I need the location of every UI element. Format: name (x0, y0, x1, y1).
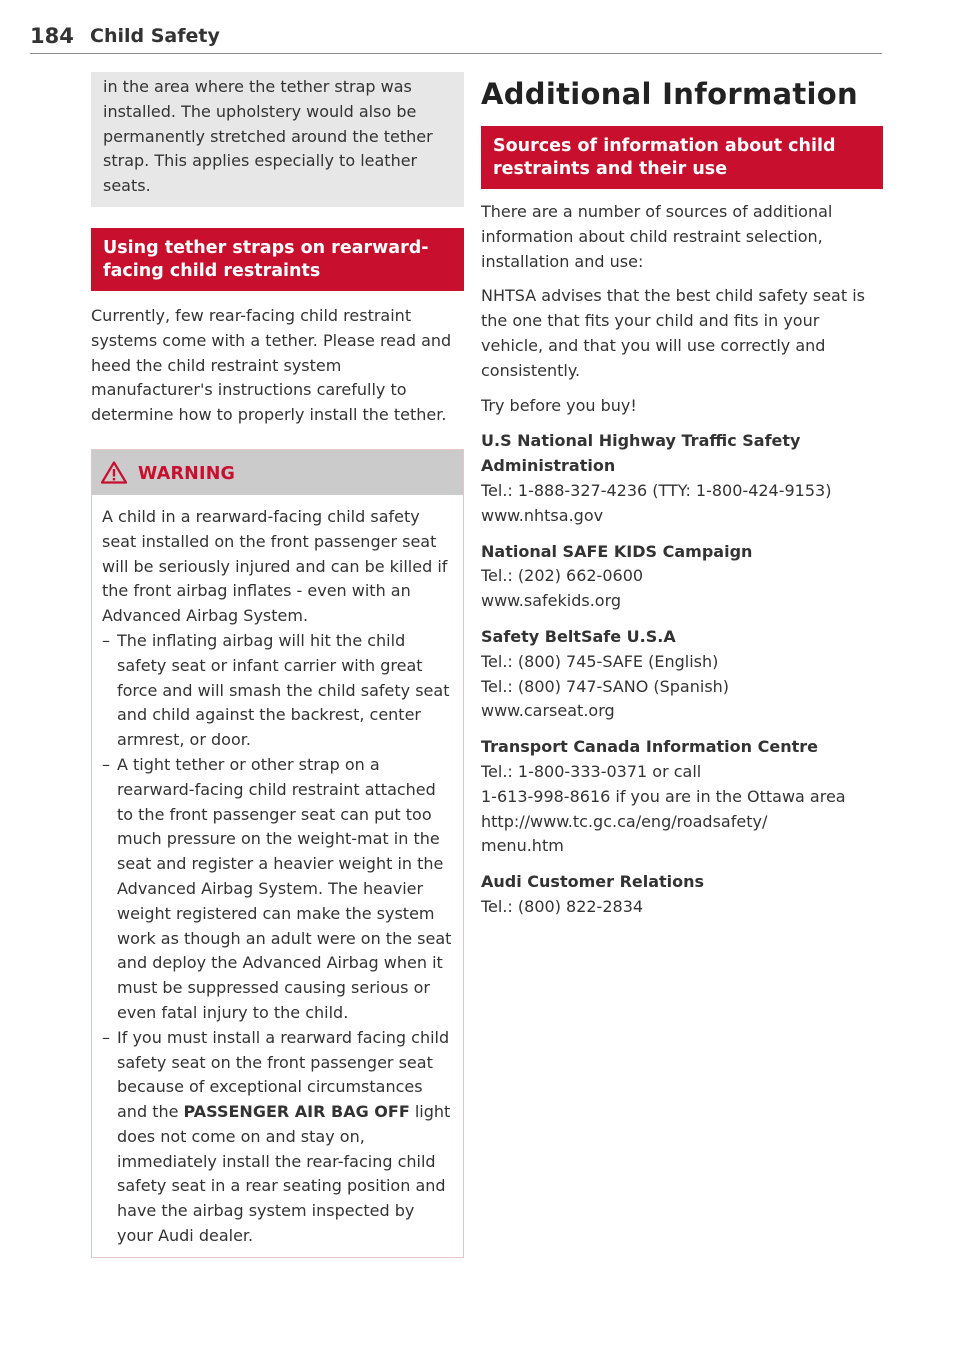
source-web: http://www.tc.gc.ca/eng/roadsafety/ (481, 811, 768, 831)
source-name-beltsafe: Safety BeltSafe U.S.A (481, 626, 676, 646)
intro-paragraph: There are a number of sources of additional information about child restraint selection, installation and use: (481, 202, 833, 271)
warning-item (102, 629, 453, 753)
warning-list (102, 629, 453, 1249)
section-heading-sources: Sources of information about child restraints and their use (481, 126, 883, 189)
warning-title: WARNING (138, 463, 236, 484)
source-web: www.nhtsa.gov (481, 505, 604, 525)
warning-header (92, 450, 463, 495)
source-web: www.carseat.org (481, 701, 615, 721)
list-dash: – (102, 1027, 110, 1047)
page-header (30, 24, 882, 54)
source-tel: Tel.: 1-800-333-0371 or call (481, 761, 702, 781)
page-number: 184 (30, 24, 74, 48)
section-heading-tether: Using tether straps on rearward-facing child restraints (91, 228, 464, 291)
source-tel: Tel.: (800) 745-SAFE (English) (481, 651, 719, 671)
right-column (481, 72, 883, 920)
continued-text: in the area where the tether strap was installed. The upholstery would also be permanently stretched around the tether strap. This applies especially to leather seats. (103, 77, 433, 196)
warning-item (102, 1026, 453, 1249)
warning-item-text: A tight tether or other strap on a rearward-facing child restraint attached to the front passenger seat can put too much pressure on the weight-mat in the seat and register a heavier weight in the Advanced Airbag System. The heavier weight registered can make the system work as though an adult were on the seat and deploy the Advanced Airbag when it must be suppressed causing serious or even fatal injury to the child. (117, 754, 452, 1022)
source-tel: Tel.: (800) 822-2834 (481, 896, 644, 916)
list-dash: – (102, 630, 110, 650)
warning-item-text: The inflating airbag will hit the child safety seat or infant carrier with great force and will smash the child safety seat and child against the backrest, center armrest, or door. (117, 630, 450, 750)
warning-triangle-icon (101, 461, 127, 484)
warning-body (92, 495, 463, 1257)
list-dash: – (102, 754, 110, 774)
warning-item-text: light does not come on and stay on, immediately install the rear-facing child safety seat in a rear seating position and have the airbag system inspected by your Audi dealer. (117, 1102, 451, 1246)
source-name-nhtsa: U.S National Highway Traffic Safety Administration (481, 431, 801, 476)
warning-box (91, 449, 464, 1258)
warning-item-text: If you must install a rearward facing child safety seat on the front passenger seat because of exceptional circumstances and the (117, 1027, 450, 1122)
source-tel: Tel.: (202) 662-0600 (481, 566, 644, 586)
chapter-title: Child Safety (90, 25, 220, 47)
page-title: Additional Information (481, 77, 858, 111)
header-rule (30, 53, 882, 54)
tether-paragraph: Currently, few rear-facing child restraint systems come with a tether. Please read and heed the child restraint system manufacturer's instructions carefully to determine how to properly install the tether. (91, 305, 452, 425)
left-column (91, 72, 464, 1258)
passenger-airbag-off-label: PASSENGER AIR BAG OFF (183, 1102, 410, 1122)
source-name-safekids: National SAFE KIDS Campaign (481, 541, 753, 561)
continued-text-box (91, 72, 464, 207)
source-web: menu.htm (481, 836, 564, 856)
warning-item (102, 753, 453, 1026)
source-name-audi: Audi Customer Relations (481, 872, 705, 892)
try-before-buy: Try before you buy! (481, 395, 637, 415)
source-name-transport-canada: Transport Canada Information Centre (481, 737, 818, 757)
source-web: www.safekids.org (481, 591, 622, 611)
source-tel: Tel.: 1-888-327-4236 (TTY: 1-800-424-9153) (481, 480, 832, 500)
source-tel: 1-613-998-8616 if you are in the Ottawa area (481, 786, 846, 806)
source-tel: Tel.: (800) 747-SANO (Spanish) (481, 676, 730, 696)
nhtsa-advice-paragraph: NHTSA advises that the best child safety seat is the one that fits your child and fits in your vehicle, and that you will use correctly and consistently. (481, 286, 865, 380)
warning-intro: A child in a rearward-facing child safety seat installed on the front passenger seat will be seriously injured and can be killed if the front airbag inflates - even with an Advanced Airbag System. (102, 506, 448, 626)
